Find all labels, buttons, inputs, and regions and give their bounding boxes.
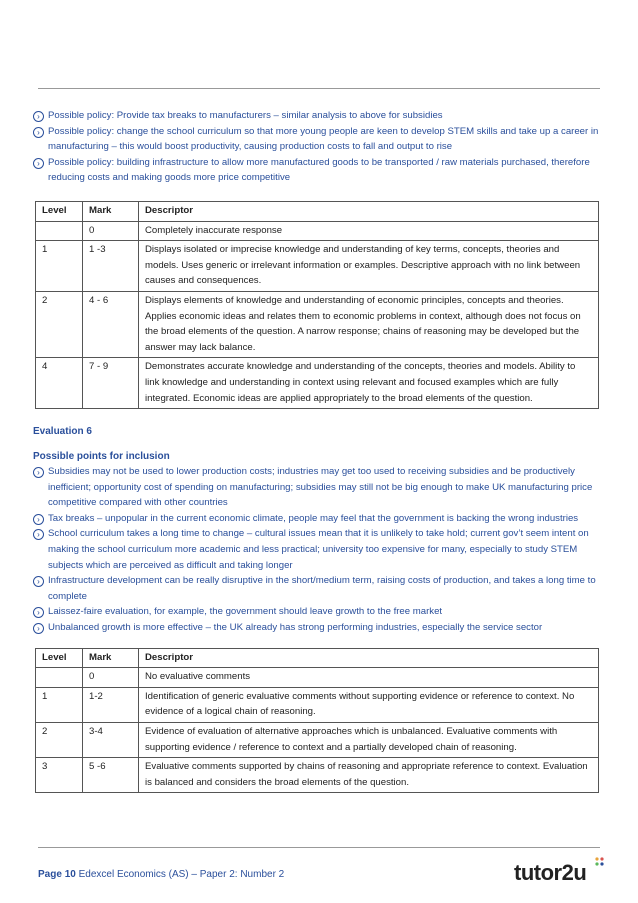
cell-level: 1 [36,241,83,292]
cell-descriptor: Identification of generic evaluative comments without supporting evidence or reference to context. No evidence of a logical chain of reasoning. [139,687,599,722]
circled-arrow-icon: › [33,529,44,540]
circled-arrow-icon: › [33,607,44,618]
header-descriptor: Descriptor [139,201,599,221]
footer-text: Edexcel Economics (AS) – Paper 2: Number 2 [78,869,285,880]
list-item: › Unbalanced growth is more effective – the UK already has strong performing industries, especially the service sector [33,620,599,636]
evaluation-mark-scheme-table [35,648,599,794]
circled-arrow-icon: › [33,623,44,634]
table-row [36,221,599,241]
table-row [36,668,599,688]
header-mark: Mark [83,648,139,668]
list-item: › Possible policy: building infrastructure to allow more manufactured goods to be transported / raw materials purchased, therefore reducing costs and making goods more price competitive [33,155,599,186]
logo-dots-icon [594,856,606,868]
policy-list [33,108,599,186]
cell-mark: 4 - 6 [83,291,139,357]
cell-level: 2 [36,291,83,357]
tutor2u-logo [514,858,586,888]
cell-descriptor: Evidence of evaluation of alternative approaches which is unbalanced. Evaluative comments with supporting evidence / reference to context and a partially developed chain of reasoning. [139,723,599,758]
table-row [36,241,599,292]
list-item: › Infrastructure development can be really disruptive in the short/medium term, raising costs of production, and takes a long time to complete [33,573,599,604]
cell-mark: 7 - 9 [83,358,139,409]
circled-arrow-icon: › [33,111,44,122]
cell-descriptor: Completely inaccurate response [139,221,599,241]
cell-descriptor: Demonstrates accurate knowledge and understanding of the concepts, theories and models. Ability to link knowledge and understanding in context using relevant and focused examples which are fully integrated. Economic ideas are applied appropriately to the broad elements of the question. [139,358,599,409]
circled-arrow-icon: › [33,514,44,525]
header-level: Level [36,201,83,221]
cell-mark: 1 -3 [83,241,139,292]
header-descriptor: Descriptor [139,648,599,668]
cell-level: 3 [36,758,83,793]
cell-descriptor: Displays elements of knowledge and understanding of economic principles, concepts and theories. Applies economic ideas and relates them to economic problems in context, although does not focus on the broad elements of the question. A narrow response; chains of reasoning may be developed but the answer may lack balance. [139,291,599,357]
cell-level: 4 [36,358,83,409]
page-number: 10 [64,869,76,880]
cell-mark: 0 [83,668,139,688]
cell-mark: 3-4 [83,723,139,758]
table-row [36,291,599,357]
circled-arrow-icon: › [33,127,44,138]
bottom-divider [38,847,600,848]
cell-level: 1 [36,687,83,722]
evaluation-heading: Evaluation 6 [33,426,92,438]
table-row [36,687,599,722]
list-item: › Subsidies may not be used to lower production costs; industries may get too used to receiving subsidies and be productively inefficient; opportunity cost of spending on manufacturing; subsidies may still not be big enough to make UK manufacturing price competitive compared with other countries [33,464,599,511]
points-heading: Possible points for inclusion [33,451,170,463]
cell-descriptor: Evaluative comments supported by chains of reasoning and appropriate reference to context. Evaluation is balanced and considers the broad elements of the question. [139,758,599,793]
list-item: › Possible policy: change the school curriculum so that more young people are keen to develop STEM skills and take up a career in manufacturing – this would boost productivity, causing production costs to fall and output to rise [33,124,599,155]
cell-descriptor: No evaluative comments [139,668,599,688]
table-header-row [36,648,599,668]
header-level: Level [36,648,83,668]
list-item: › School curriculum takes a long time to change – cultural issues mean that it is unlikely to take hold; current gov’t seem intent on making the school curriculum more academic and less practical; university too expensive for many, especially to study STEM subjects which are perceived as difficult and taking longer [33,526,599,573]
cell-descriptor: Displays isolated or imprecise knowledge and understanding of key terms, concepts, theories and models. Uses generic or irrelevant information or examples. Descriptive approach with no link between causes and consequences. [139,241,599,292]
circled-arrow-icon: › [33,158,44,169]
circled-arrow-icon: › [33,467,44,478]
cell-mark: 1-2 [83,687,139,722]
list-item: › Laissez-faire evaluation, for example, the government should leave growth to the free market [33,604,599,620]
logo-text: tutor2u [514,860,587,885]
list-item: › Possible policy: Provide tax breaks to manufacturers – similar analysis to above for subsidies [33,108,599,124]
list-item: › Tax breaks – unpopular in the current economic climate, people may feel that the government is backing the wrong industries [33,511,599,527]
table-row [36,723,599,758]
header-mark: Mark [83,201,139,221]
table-header-row [36,201,599,221]
cell-level: 2 [36,723,83,758]
cell-level [36,221,83,241]
cell-mark: 0 [83,221,139,241]
page-footer [38,869,284,880]
top-divider [38,88,600,89]
cell-mark: 5 -6 [83,758,139,793]
table-row [36,358,599,409]
circled-arrow-icon: › [33,576,44,587]
evaluation-points-list [33,464,599,636]
cell-level [36,668,83,688]
page-content [33,108,599,793]
table-row [36,758,599,793]
page-label: Page [38,869,62,880]
analysis-mark-scheme-table [35,201,599,409]
